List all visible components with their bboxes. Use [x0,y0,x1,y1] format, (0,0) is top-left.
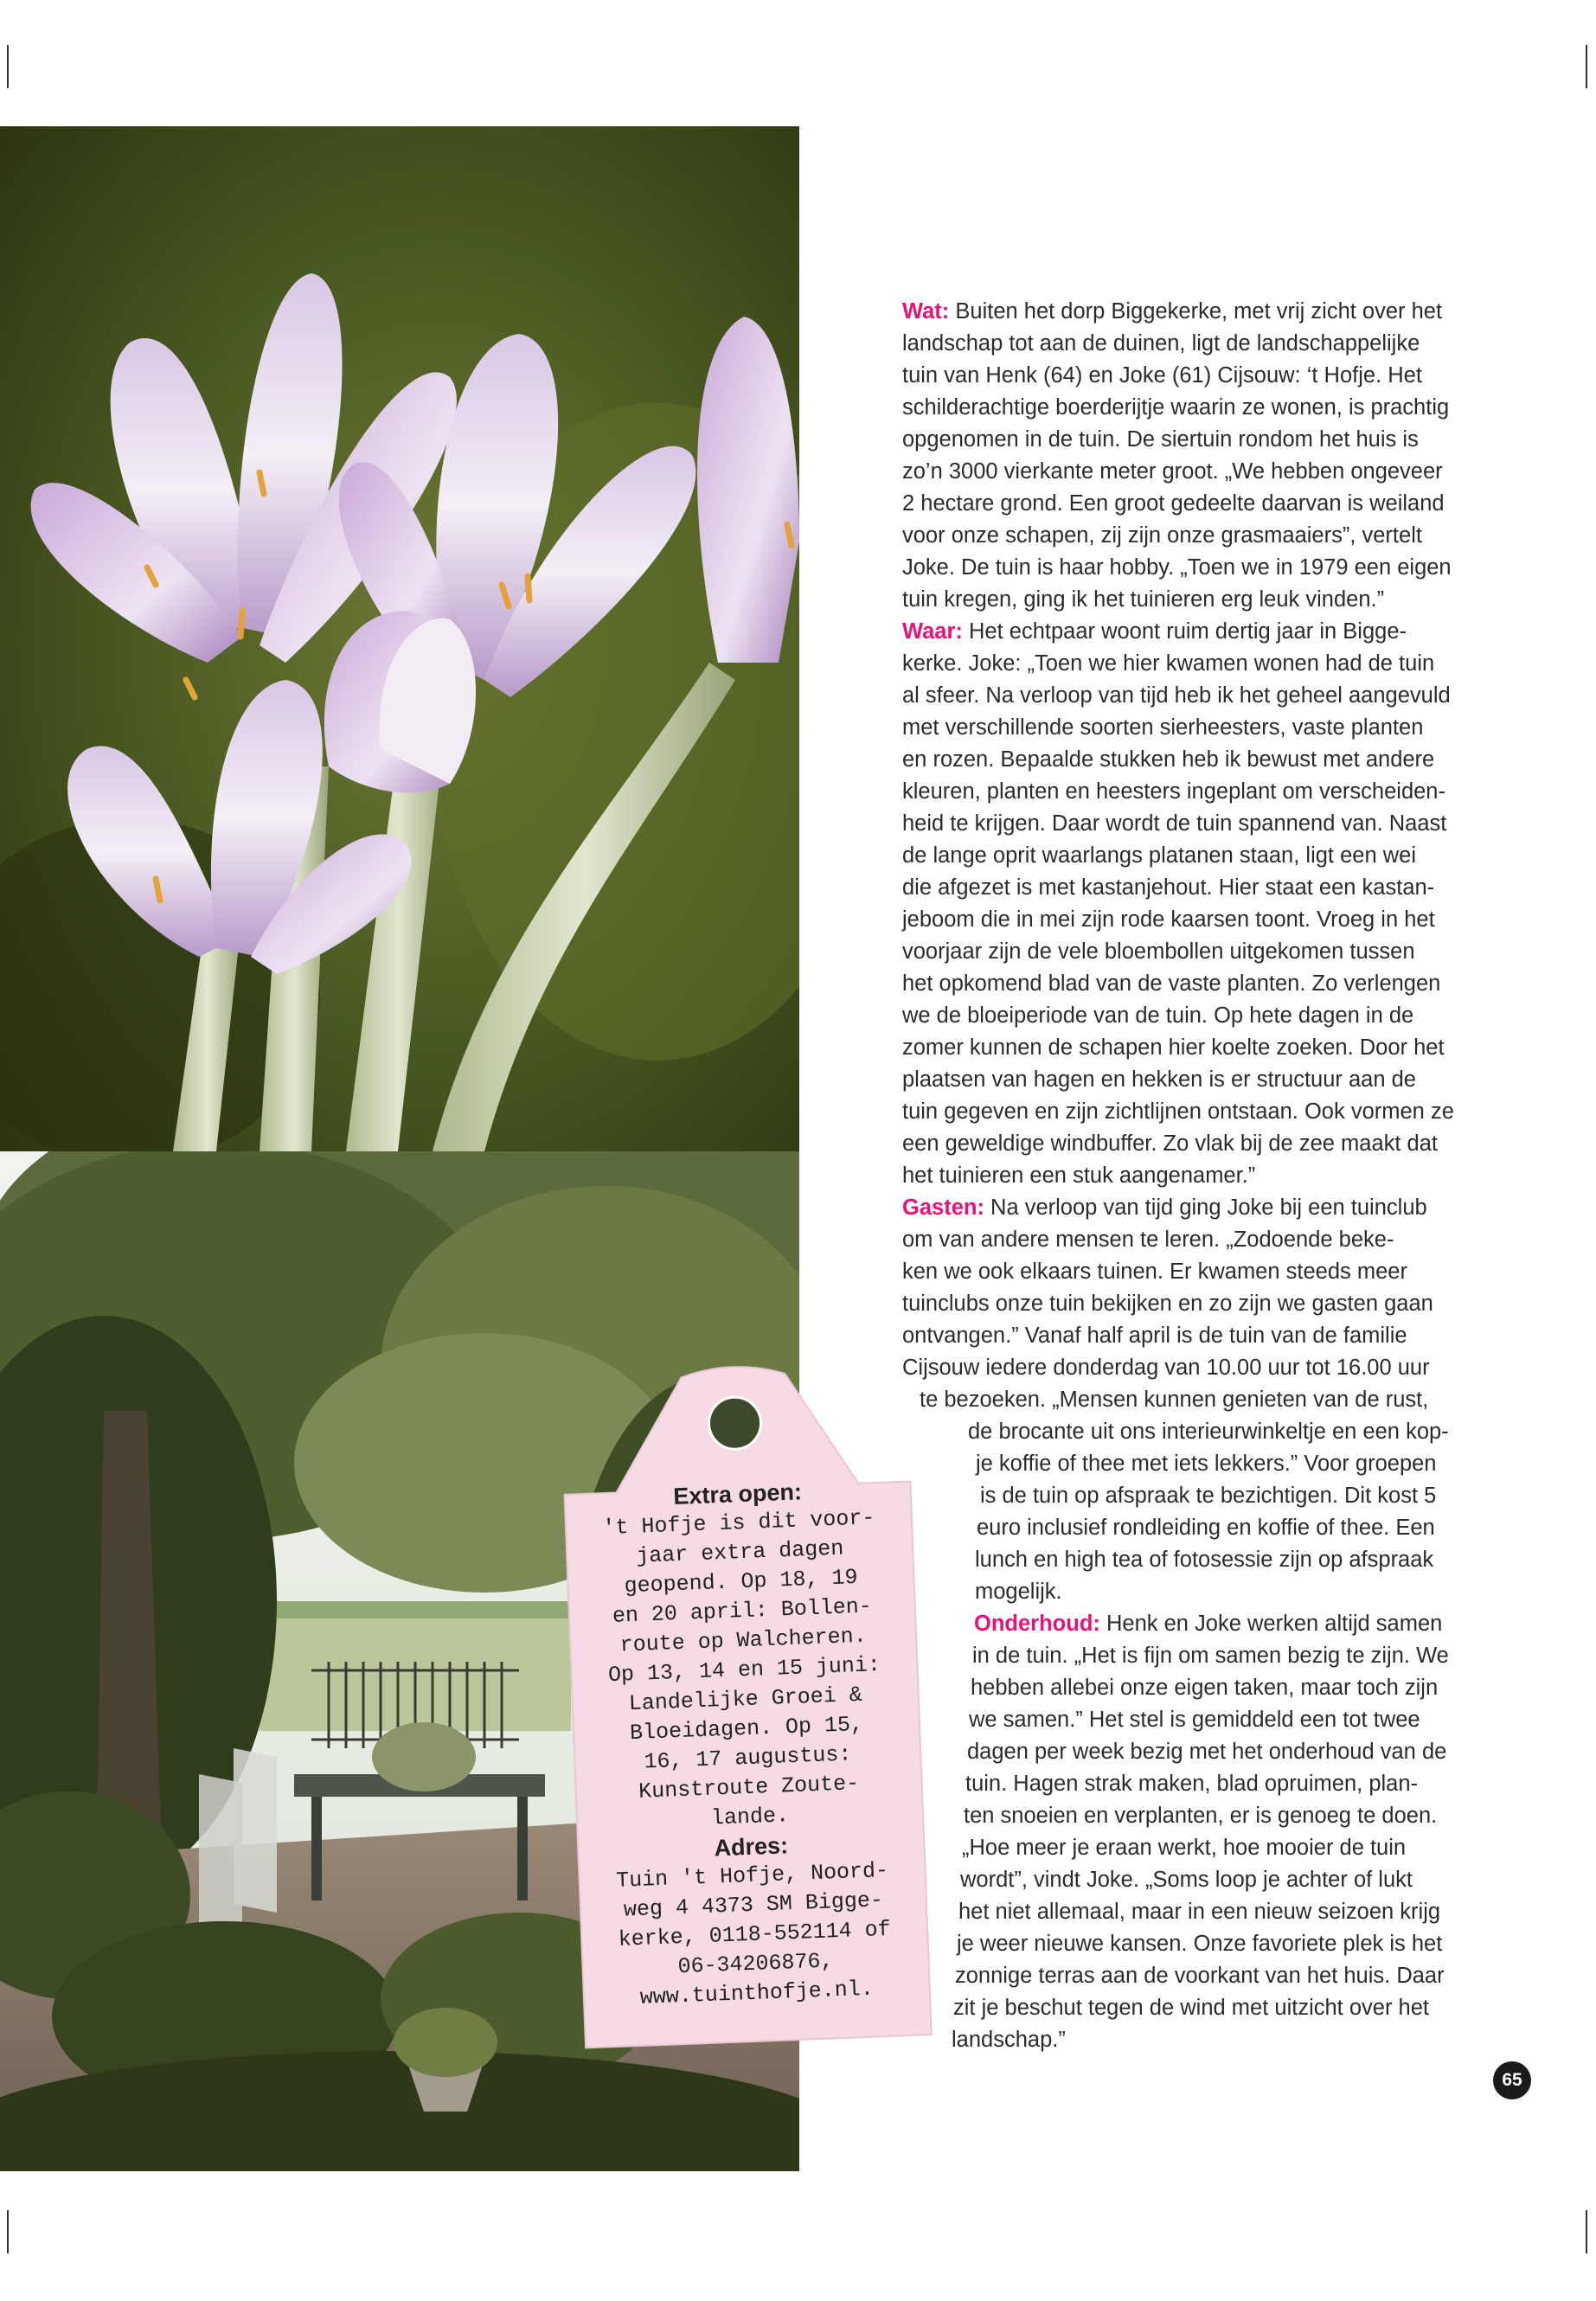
text-line: landschap.” [952,2028,1066,2052]
crop-mark-top-left [7,45,9,88]
text-line: Henk en Joke werken altijd samen [1099,1612,1443,1636]
tag-line: geopend. Op 18, 19 [624,1564,859,1599]
text-line: tuin kregen, ging ik het tuinieren erg leuk vinden.” [902,587,1385,612]
section-gasten [902,1192,1499,1608]
tag-line: lande. [710,1803,790,1831]
section-label-gasten: Gasten: [902,1195,984,1220]
crop-mark-top-right [1586,45,1587,88]
text-line: het opkomend blad van de vaste planten. Zo verlengen [902,971,1441,996]
section-label-wat: Wat: [902,299,950,324]
text-line: jeboom die in mei zijn rode kaarsen toont. Vroeg in het [902,907,1435,932]
text-line: tuin van Henk (64) en Joke (61) Cijsouw: ‘t Hofje. Het [902,363,1422,388]
text-line: die afgezet is met kastanjehout. Hier staat een kastan- [902,875,1435,900]
tag-text [573,1473,921,2015]
tag-line: Kunstroute Zoute- [638,1771,860,1804]
crocus-photo [0,126,799,1151]
text-line: Het echtpaar woont ruim dertig jaar in Bigge- [962,619,1407,644]
tag-line: 't Hofje is dit voor- [601,1505,875,1541]
tag-line: Op 13, 14 en 15 juni: [607,1651,881,1689]
text-line: we samen.” Het stel is gemiddeld een tot twee [969,1708,1420,1732]
text-line: „Hoe meer je eraan werkt, hoe mooier de tuin [962,1836,1407,1860]
text-line: is de tuin op afspraak te bezichtigen. Dit kost 5 [980,1484,1437,1508]
crop-mark-bottom-right [1586,2210,1587,2253]
tag-line: Landelijke Groei & [628,1682,863,1717]
text-line: ontvangen.” Vanaf half april is de tuin van de familie [902,1324,1407,1348]
text-line: Buiten het dorp Biggekerke, met vrij zicht over het [949,299,1443,324]
text-line: euro inclusief rondleiding en koffie of thee. Een [977,1516,1435,1540]
tag-line: Bloeidagen. Op 15, [629,1711,864,1747]
text-line: in de tuin. „Het is fijn om samen bezig te zijn. We [972,1644,1449,1668]
text-line: opgenomen in de tuin. De siertuin rondom het huis is [902,427,1419,452]
text-line: met verschillende soorten sierheesters, vaste planten [902,715,1424,740]
text-line: ken we ook elkaars tuinen. Er kwamen steeds meer [902,1259,1407,1284]
section-onderhoud [902,1608,1499,2056]
text-line: voorjaar zijn de vele bloembollen uitgekomen tussen [902,939,1415,964]
text-line: zit je beschut tegen de wind met uitzicht over het [953,1996,1429,2020]
tag-line: weg 4 4373 SM Bigge- [623,1888,884,1923]
text-line: je weer nieuwe kansen. Onze favoriete plek is het [957,1932,1443,1956]
text-line: en rozen. Bepaalde stukken heb ik bewust met andere [902,747,1435,772]
text-line: te bezoeken. „Mensen kunnen genieten van de rust, [920,1388,1429,1412]
tag-line: route op Walcheren. [619,1623,868,1658]
tag-line: jaar extra dagen [635,1535,844,1569]
tag-line: en 20 april: Bollen- [612,1593,873,1629]
text-line: een geweldige windbuffer. Zo vlak bij de zee maakt dat [902,1131,1438,1156]
text-line: plaatsen van hagen en hekken is er structuur aan de [902,1067,1416,1092]
text-line: we de bloeiperiode van de tuin. Op hete dagen in de [902,1003,1414,1028]
section-waar [902,616,1499,1192]
text-line: de lange oprit waarlangs platanen staan, ligt een wei [902,843,1416,868]
text-line: zo’n 3000 vierkante meter groot. „We hebben ongeveer [902,459,1443,484]
text-line: de brocante uit ons interieurwinkeltje en een kop- [968,1420,1449,1444]
text-line: zomer kunnen de schapen hier koelte zoeken. Door het [902,1035,1445,1060]
text-line: kleuren, planten en heesters ingeplant om verscheiden- [902,779,1445,804]
text-line: kerke. Joke: „Toen we hier kwamen wonen had de tuin [902,651,1435,676]
tag-line: Tuin 't Hofje, Noord- [615,1857,889,1894]
text-line: tuin. Hagen strak maken, blad opruimen, plan- [965,1772,1419,1796]
text-line: hebben allebei onze eigen taken, maar toch zijn [971,1676,1439,1700]
text-line: schilderachtige boerderijtje waarin ze wonen, is prachtig [902,395,1450,420]
text-line: heid te krijgen. Daar wordt de tuin spannend van. Naast [902,811,1447,836]
text-line: het niet allemaal, maar in een nieuw seizoen krijg [958,1900,1441,1924]
text-line: al sfeer. Na verloop van tijd heb ik het geheel aangevuld [902,683,1451,708]
info-tag [551,1351,940,2057]
section-label-onderhoud: Onderhoud: [974,1612,1100,1636]
text-line: dagen per week bezig met het onderhoud van de [967,1740,1447,1764]
text-line: je koffie of thee met iets lekkers.” Voor groepen [976,1452,1437,1476]
text-line: tuinclubs onze tuin bekijken en zo zijn we gasten gaan [902,1292,1433,1316]
text-line: om van andere mensen te leren. „Zodoende beke- [902,1227,1394,1252]
section-label-waar: Waar: [902,619,963,644]
text-line: voor onze schapen, zij zijn onze grasmaaiers”, vertelt [902,523,1422,548]
text-line: wordt”, vindt Joke. „Soms loop je achter of lukt [960,1868,1413,1892]
tag-heading-adres: Adres: [714,1832,789,1862]
section-wat [902,296,1499,616]
tag-line: kerke, 0118-552114 of [618,1916,892,1952]
text-line: mogelijk. [975,1580,1062,1604]
text-line: lunch en high tea of fotosessie zijn op afspraak [975,1548,1434,1572]
tag-line: 06-34206876, [677,1948,835,1980]
tag-line: 16, 17 augustus: [643,1741,852,1775]
text-line: het tuinieren een stuk aangenamer.” [902,1163,1256,1188]
tag-website-link[interactable]: www.tuinthofje.nl. [639,1976,875,2010]
text-line: 2 hectare grond. Een groot gedeelte daarvan is weiland [902,491,1445,516]
crop-mark-bottom-left [7,2210,9,2253]
text-line: zonnige terras aan de voorkant van het huis. Daar [955,1964,1445,1988]
article-body [902,296,1499,2056]
text-line: Joke. De tuin is haar hobby. „Toen we in 1979 een eigen [902,555,1452,580]
text-line: Na verloop van tijd ging Joke bij een tuinclub [984,1195,1427,1220]
text-line: landschap tot aan de duinen, ligt de landschappelijke [902,331,1420,356]
text-line: tuin gegeven en zijn zichtlijnen ontstaan. Ook vormen ze [902,1099,1454,1124]
text-line: ten snoeien en verplanten, er is genoeg te doen. [964,1804,1438,1828]
text-line: Cijsouw iedere donderdag van 10.00 uur tot 16.00 uur [902,1356,1430,1380]
page-number: 65 [1493,2061,1531,2099]
tag-heading-extra-open: Extra open: [672,1478,803,1510]
